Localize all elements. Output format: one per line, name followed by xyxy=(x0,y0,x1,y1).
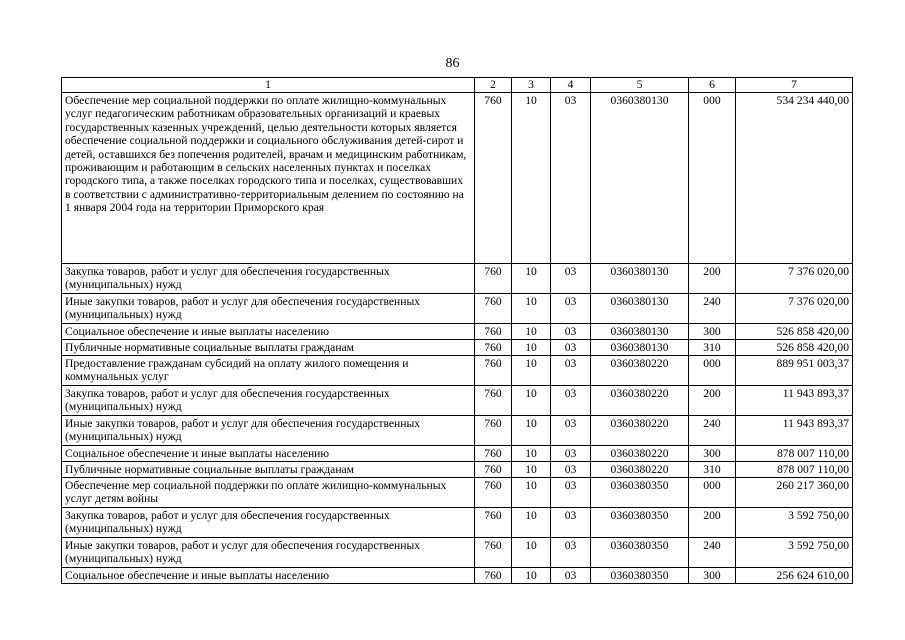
cell-subsection: 03 xyxy=(551,568,591,584)
cell-section: 10 xyxy=(512,508,551,538)
table-row xyxy=(62,568,853,584)
cell-name: Закупка товаров, работ и услуг для обеспечения государственных (муниципальных) нужд xyxy=(62,508,475,538)
cell-expense-type: 300 xyxy=(689,324,736,340)
cell-section: 10 xyxy=(512,568,551,584)
cell-target-article: 0360380350 xyxy=(591,568,689,584)
header-col-2: 2 xyxy=(475,78,512,93)
header-col-3: 3 xyxy=(512,78,551,93)
cell-amount: 11 943 893,37 xyxy=(736,386,853,416)
cell-expense-type: 200 xyxy=(689,386,736,416)
table-row xyxy=(62,340,853,356)
table-row xyxy=(62,478,853,508)
header-col-4: 4 xyxy=(551,78,591,93)
cell-subsection: 03 xyxy=(551,324,591,340)
header-col-7: 7 xyxy=(736,78,853,93)
cell-name: Иные закупки товаров, работ и услуг для обеспечения государственных (муниципальных) нужд xyxy=(62,538,475,568)
cell-name: Обеспечение мер социальной поддержки по оплате жилищно-коммунальных услуг детям войны xyxy=(62,478,475,508)
table-row xyxy=(62,386,853,416)
table-header xyxy=(62,78,853,93)
cell-amount: 878 007 110,00 xyxy=(736,446,853,462)
cell-section: 10 xyxy=(512,478,551,508)
table-row xyxy=(62,462,853,478)
header-col-6: 6 xyxy=(689,78,736,93)
cell-section: 10 xyxy=(512,462,551,478)
cell-admin-code: 760 xyxy=(475,538,512,568)
cell-amount: 526 858 420,00 xyxy=(736,340,853,356)
cell-admin-code: 760 xyxy=(475,356,512,386)
cell-subsection: 03 xyxy=(551,508,591,538)
cell-amount: 256 624 610,00 xyxy=(736,568,853,584)
header-col-5: 5 xyxy=(591,78,689,93)
cell-name: Социальное обеспечение и иные выплаты населению xyxy=(62,324,475,340)
cell-section: 10 xyxy=(512,356,551,386)
cell-amount: 526 858 420,00 xyxy=(736,324,853,340)
cell-expense-type: 000 xyxy=(689,356,736,386)
cell-expense-type: 000 xyxy=(689,478,736,508)
cell-expense-type: 310 xyxy=(689,462,736,478)
cell-section: 10 xyxy=(512,93,551,264)
cell-subsection: 03 xyxy=(551,386,591,416)
cell-expense-type: 200 xyxy=(689,508,736,538)
cell-amount: 889 951 003,37 xyxy=(736,356,853,386)
cell-section: 10 xyxy=(512,386,551,416)
cell-admin-code: 760 xyxy=(475,508,512,538)
cell-name: Закупка товаров, работ и услуг для обеспечения государственных (муниципальных) нужд xyxy=(62,264,475,294)
cell-admin-code: 760 xyxy=(475,340,512,356)
cell-amount: 260 217 360,00 xyxy=(736,478,853,508)
table-row xyxy=(62,508,853,538)
cell-admin-code: 760 xyxy=(475,568,512,584)
cell-expense-type: 300 xyxy=(689,568,736,584)
cell-amount: 534 234 440,00 xyxy=(736,93,853,264)
cell-expense-type: 000 xyxy=(689,93,736,264)
cell-expense-type: 200 xyxy=(689,264,736,294)
cell-target-article: 0360380220 xyxy=(591,462,689,478)
cell-target-article: 0360380130 xyxy=(591,340,689,356)
cell-amount: 3 592 750,00 xyxy=(736,538,853,568)
cell-target-article: 0360380350 xyxy=(591,508,689,538)
cell-expense-type: 310 xyxy=(689,340,736,356)
cell-amount: 878 007 110,00 xyxy=(736,462,853,478)
cell-target-article: 0360380130 xyxy=(591,294,689,324)
cell-name: Публичные нормативные социальные выплаты гражданам xyxy=(62,462,475,478)
cell-name: Иные закупки товаров, работ и услуг для обеспечения государственных (муниципальных) нужд xyxy=(62,416,475,446)
table-row xyxy=(62,324,853,340)
cell-name: Социальное обеспечение и иные выплаты населению xyxy=(62,568,475,584)
cell-expense-type: 300 xyxy=(689,446,736,462)
header-col-1: 1 xyxy=(62,78,475,93)
cell-expense-type: 240 xyxy=(689,416,736,446)
cell-expense-type: 240 xyxy=(689,538,736,568)
cell-amount: 7 376 020,00 xyxy=(736,264,853,294)
cell-target-article: 0360380220 xyxy=(591,416,689,446)
cell-name: Социальное обеспечение и иные выплаты населению xyxy=(62,446,475,462)
cell-section: 10 xyxy=(512,324,551,340)
table-row xyxy=(62,446,853,462)
cell-subsection: 03 xyxy=(551,478,591,508)
cell-admin-code: 760 xyxy=(475,416,512,446)
cell-name: Обеспечение мер социальной поддержки по оплате жилищно-коммунальных услуг педагогическим работникам образовательных организаций и краевых государственных казенных учреждений, целью деятельности которых является обеспечение социальной поддержки и социального обслуживания детей-сирот и детей, оставшихся без попечения родителей, врачам и медицинским работникам, проживающим и работающим в сельских населенных пунктах и поселках городского типа, а также поселках городского типа и поселках, существовавших в соответствии с административно-территориальным делением по состоянию на 1 января 2004 года на территории Приморского края xyxy=(62,93,475,264)
cell-admin-code: 760 xyxy=(475,446,512,462)
cell-amount: 7 376 020,00 xyxy=(736,294,853,324)
table-body xyxy=(62,93,853,584)
cell-section: 10 xyxy=(512,294,551,324)
budget-table xyxy=(61,77,853,584)
page-number: 86 xyxy=(445,56,460,71)
cell-subsection: 03 xyxy=(551,264,591,294)
cell-admin-code: 760 xyxy=(475,478,512,508)
cell-subsection: 03 xyxy=(551,462,591,478)
cell-amount: 11 943 893,37 xyxy=(736,416,853,446)
cell-name: Предоставление гражданам субсидий на оплату жилого помещения и коммунальных услуг xyxy=(62,356,475,386)
cell-section: 10 xyxy=(512,416,551,446)
cell-subsection: 03 xyxy=(551,93,591,264)
table-row xyxy=(62,416,853,446)
cell-target-article: 0360380220 xyxy=(591,386,689,416)
cell-admin-code: 760 xyxy=(475,324,512,340)
table-row xyxy=(62,93,853,264)
cell-admin-code: 760 xyxy=(475,93,512,264)
cell-admin-code: 760 xyxy=(475,294,512,324)
cell-target-article: 0360380350 xyxy=(591,538,689,568)
cell-expense-type: 240 xyxy=(689,294,736,324)
cell-admin-code: 760 xyxy=(475,264,512,294)
cell-amount: 3 592 750,00 xyxy=(736,508,853,538)
cell-target-article: 0360380220 xyxy=(591,446,689,462)
table-row xyxy=(62,294,853,324)
cell-section: 10 xyxy=(512,340,551,356)
cell-name: Закупка товаров, работ и услуг для обеспечения государственных (муниципальных) нужд xyxy=(62,386,475,416)
cell-target-article: 0360380220 xyxy=(591,356,689,386)
table-row xyxy=(62,356,853,386)
cell-section: 10 xyxy=(512,446,551,462)
table-row xyxy=(62,538,853,568)
cell-target-article: 0360380130 xyxy=(591,264,689,294)
cell-subsection: 03 xyxy=(551,340,591,356)
cell-subsection: 03 xyxy=(551,538,591,568)
header-row xyxy=(62,78,853,93)
cell-section: 10 xyxy=(512,264,551,294)
cell-target-article: 0360380130 xyxy=(591,324,689,340)
cell-name: Публичные нормативные социальные выплаты гражданам xyxy=(62,340,475,356)
cell-name: Иные закупки товаров, работ и услуг для обеспечения государственных (муниципальных) нужд xyxy=(62,294,475,324)
cell-target-article: 0360380130 xyxy=(591,93,689,264)
cell-target-article: 0360380350 xyxy=(591,478,689,508)
cell-subsection: 03 xyxy=(551,356,591,386)
cell-subsection: 03 xyxy=(551,416,591,446)
cell-subsection: 03 xyxy=(551,446,591,462)
cell-admin-code: 760 xyxy=(475,462,512,478)
table-row xyxy=(62,264,853,294)
cell-section: 10 xyxy=(512,538,551,568)
cell-admin-code: 760 xyxy=(475,386,512,416)
cell-subsection: 03 xyxy=(551,294,591,324)
